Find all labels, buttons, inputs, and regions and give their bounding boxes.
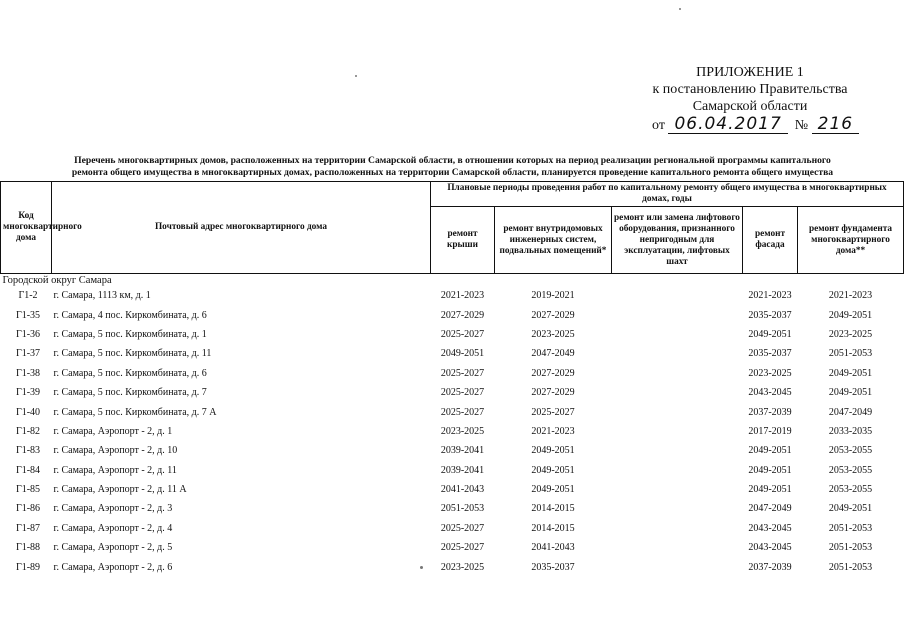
header-facade: ремонт фасада (743, 207, 798, 274)
cell-facade: 2035-2037 (748, 309, 792, 321)
cell-address: г. Самара, 5 пос. Киркомбината, д. 6 (53, 367, 207, 379)
table-row (1, 325, 904, 344)
cell-code: Г1-89 (15, 561, 41, 573)
cell-lift (612, 402, 743, 421)
table-row (1, 461, 904, 480)
appendix-block (600, 64, 900, 134)
cell-code: Г1-82 (15, 425, 41, 437)
cell-code: Г1-40 (15, 406, 41, 418)
cell-code: Г1-37 (15, 348, 41, 360)
cell-roof: 2025-2027 (440, 522, 485, 534)
cell-roof: 2021-2023 (440, 290, 485, 302)
cell-roof: 2027-2029 (440, 309, 485, 321)
cell-lift (612, 557, 743, 576)
table-row (1, 344, 904, 363)
cell-facade: 2017-2019 (748, 425, 792, 437)
cell-facade: 2049-2051 (748, 464, 792, 476)
document-title (0, 155, 905, 179)
cell-lift (612, 305, 743, 324)
appendix-title: ПРИЛОЖЕНИЕ 1 (696, 65, 804, 80)
cell-systems: 2049-2051 (531, 484, 575, 496)
cell-code: Г1-83 (15, 445, 41, 457)
cell-facade: 2037-2039 (748, 561, 792, 573)
cell-lift (612, 344, 743, 363)
header-roof: ремонт крыши (431, 207, 495, 274)
cell-address: г. Самара, Аэропорт - 2, д. 4 (53, 522, 173, 534)
cell-foundation: 2053-2055 (828, 464, 873, 476)
header-lift: ремонт или замена лифтового оборудования, признанного непригодным для эксплуатации, лифтовых шахт (612, 207, 743, 274)
cell-facade: 2023-2025 (748, 367, 792, 379)
table-row (1, 557, 904, 576)
cell-roof: 2039-2041 (440, 445, 485, 457)
cell-code: Г1-85 (15, 484, 41, 496)
number-prefix: № (794, 118, 809, 133)
cell-code: Г1-86 (15, 503, 41, 515)
cell-address: г. Самара, Аэропорт - 2, д. 5 (53, 542, 173, 554)
cell-facade: 2049-2051 (748, 484, 792, 496)
cell-foundation: 2049-2051 (828, 387, 873, 399)
cell-roof: 2025-2027 (440, 406, 485, 418)
cell-systems: 2027-2029 (531, 387, 575, 399)
cell-systems: 2023-2025 (531, 328, 575, 340)
cell-lift (612, 519, 743, 538)
cell-address: г. Самара, 5 пос. Киркомбината, д. 11 (53, 348, 212, 360)
table-row (1, 538, 904, 557)
cell-roof: 2039-2041 (440, 464, 485, 476)
cell-address: г. Самара, Аэропорт - 2, д. 6 (53, 561, 173, 573)
cell-facade: 2049-2051 (748, 445, 792, 457)
table-row (1, 364, 904, 383)
handwritten-date: 06.04.2017 (668, 116, 787, 134)
scan-speck (679, 8, 681, 10)
handwritten-number: 216 (812, 116, 859, 134)
table-row (1, 383, 904, 402)
cell-systems: 2019-2021 (531, 290, 575, 302)
cell-lift (612, 422, 743, 441)
cell-foundation: 2033-2035 (828, 425, 873, 437)
cell-systems: 2049-2051 (531, 445, 575, 457)
cell-roof: 2023-2025 (440, 425, 485, 437)
cell-code: Г1-38 (15, 367, 41, 379)
header-code: Код многоквартирного дома (1, 182, 52, 274)
header-address: Почтовый адрес многоквартирного дома (52, 182, 431, 274)
cell-systems: 2014-2015 (531, 503, 575, 515)
cell-foundation: 2051-2053 (828, 348, 873, 360)
table-row (1, 305, 904, 324)
appendix-region: Самарской области (692, 99, 808, 114)
cell-code: Г1-35 (15, 309, 41, 321)
cell-systems: 2014-2015 (531, 522, 575, 534)
scan-speck (420, 566, 423, 569)
cell-systems: 2027-2029 (531, 309, 575, 321)
cell-foundation: 2049-2051 (828, 367, 873, 379)
cell-code: Г1-2 (18, 290, 38, 302)
cell-address: г. Самара, Аэропорт - 2, д. 11 А (53, 484, 187, 496)
table-row (1, 480, 904, 499)
cell-code: Г1-88 (15, 542, 41, 554)
cell-code: Г1-36 (15, 328, 41, 340)
cell-foundation: 2053-2055 (828, 484, 873, 496)
cell-facade: 2047-2049 (748, 503, 792, 515)
cell-facade: 2035-2037 (748, 348, 792, 360)
cell-systems: 2047-2049 (531, 348, 575, 360)
cell-code: Г1-39 (15, 387, 41, 399)
cell-foundation: 2023-2025 (828, 328, 873, 340)
scan-speck (355, 75, 357, 77)
cell-facade: 2043-2045 (748, 522, 792, 534)
cell-roof: 2025-2027 (440, 328, 485, 340)
header-foundation: ремонт фундамента многоквартирного дома** (798, 207, 904, 274)
cell-foundation: 2053-2055 (828, 445, 873, 457)
cell-systems: 2049-2051 (531, 464, 575, 476)
header-periods: Плановые периоды проведения работ по капитальному ремонту общего имущества в многоквартирных домах, годы (431, 182, 904, 207)
cell-roof: 2025-2027 (440, 367, 485, 379)
cell-lift (612, 499, 743, 518)
cell-lift (612, 364, 743, 383)
header-row-1 (1, 182, 904, 207)
cell-lift (612, 538, 743, 557)
cell-address: г. Самара, 5 пос. Киркомбината, д. 1 (53, 328, 207, 340)
cell-address: г. Самара, 5 пос. Киркомбината, д. 7 (53, 387, 207, 399)
cell-roof: 2025-2027 (440, 387, 485, 399)
cell-foundation: 2049-2051 (828, 503, 873, 515)
cell-facade: 2043-2045 (748, 542, 792, 554)
date-prefix: от (652, 118, 665, 133)
cell-roof: 2041-2043 (440, 484, 485, 496)
cell-lift (612, 383, 743, 402)
cell-lift (612, 441, 743, 460)
houses-table (0, 181, 904, 577)
title-line-1: Перечень многоквартирных домов, расположенных на территории Самарской области, в отношении которых на период реализации региональной программы капитального (74, 155, 831, 166)
cell-roof: 2051-2053 (440, 503, 485, 515)
cell-facade: 2043-2045 (748, 387, 792, 399)
table-row (1, 286, 904, 305)
cell-address: г. Самара, 1113 км, д. 1 (53, 290, 151, 302)
cell-lift (612, 461, 743, 480)
cell-systems: 2041-2043 (531, 542, 575, 554)
cell-facade: 2049-2051 (748, 328, 792, 340)
cell-lift (612, 286, 743, 305)
header-systems: ремонт внутридомовых инженерных систем, подвальных помещений* (495, 207, 612, 274)
appendix-resolution: к постановлению Правительства (652, 82, 848, 97)
cell-roof: 2023-2025 (440, 561, 485, 573)
cell-address: г. Самара, 4 пос. Киркомбината, д. 6 (53, 309, 207, 321)
cell-lift (612, 480, 743, 499)
cell-foundation: 2051-2053 (828, 561, 873, 573)
table-row (1, 402, 904, 421)
group-label: Городской округ Самара (2, 274, 112, 286)
cell-lift (612, 325, 743, 344)
cell-address: г. Самара, Аэропорт - 2, д. 11 (53, 464, 177, 476)
cell-roof: 2049-2051 (440, 348, 485, 360)
cell-foundation: 2051-2053 (828, 542, 873, 554)
cell-foundation: 2049-2051 (828, 309, 873, 321)
cell-systems: 2035-2037 (531, 561, 575, 573)
cell-systems: 2025-2027 (531, 406, 575, 418)
cell-address: г. Самара, Аэропорт - 2, д. 1 (53, 425, 173, 437)
cell-foundation: 2051-2053 (828, 522, 873, 534)
group-row (1, 274, 904, 287)
date-line (652, 116, 859, 134)
cell-address: г. Самара, Аэропорт - 2, д. 10 (53, 445, 178, 457)
table-row (1, 519, 904, 538)
table-row (1, 499, 904, 518)
table-row (1, 422, 904, 441)
cell-address: г. Самара, 5 пос. Киркомбината, д. 7 А (53, 406, 217, 418)
cell-address: г. Самара, Аэропорт - 2, д. 3 (53, 503, 173, 515)
title-line-2: ремонта общего имущества в многоквартирных домах, расположенных на территории Самарской области, планируется проведение капитального ремонта общего имущества (71, 167, 834, 178)
cell-roof: 2025-2027 (440, 542, 485, 554)
cell-systems: 2027-2029 (531, 367, 575, 379)
cell-systems: 2021-2023 (531, 425, 575, 437)
cell-code: Г1-84 (15, 464, 41, 476)
cell-code: Г1-87 (15, 522, 41, 534)
cell-facade: 2021-2023 (748, 290, 792, 302)
table-row (1, 441, 904, 460)
cell-foundation: 2047-2049 (828, 406, 873, 418)
cell-facade: 2037-2039 (748, 406, 792, 418)
cell-foundation: 2021-2023 (828, 290, 873, 302)
